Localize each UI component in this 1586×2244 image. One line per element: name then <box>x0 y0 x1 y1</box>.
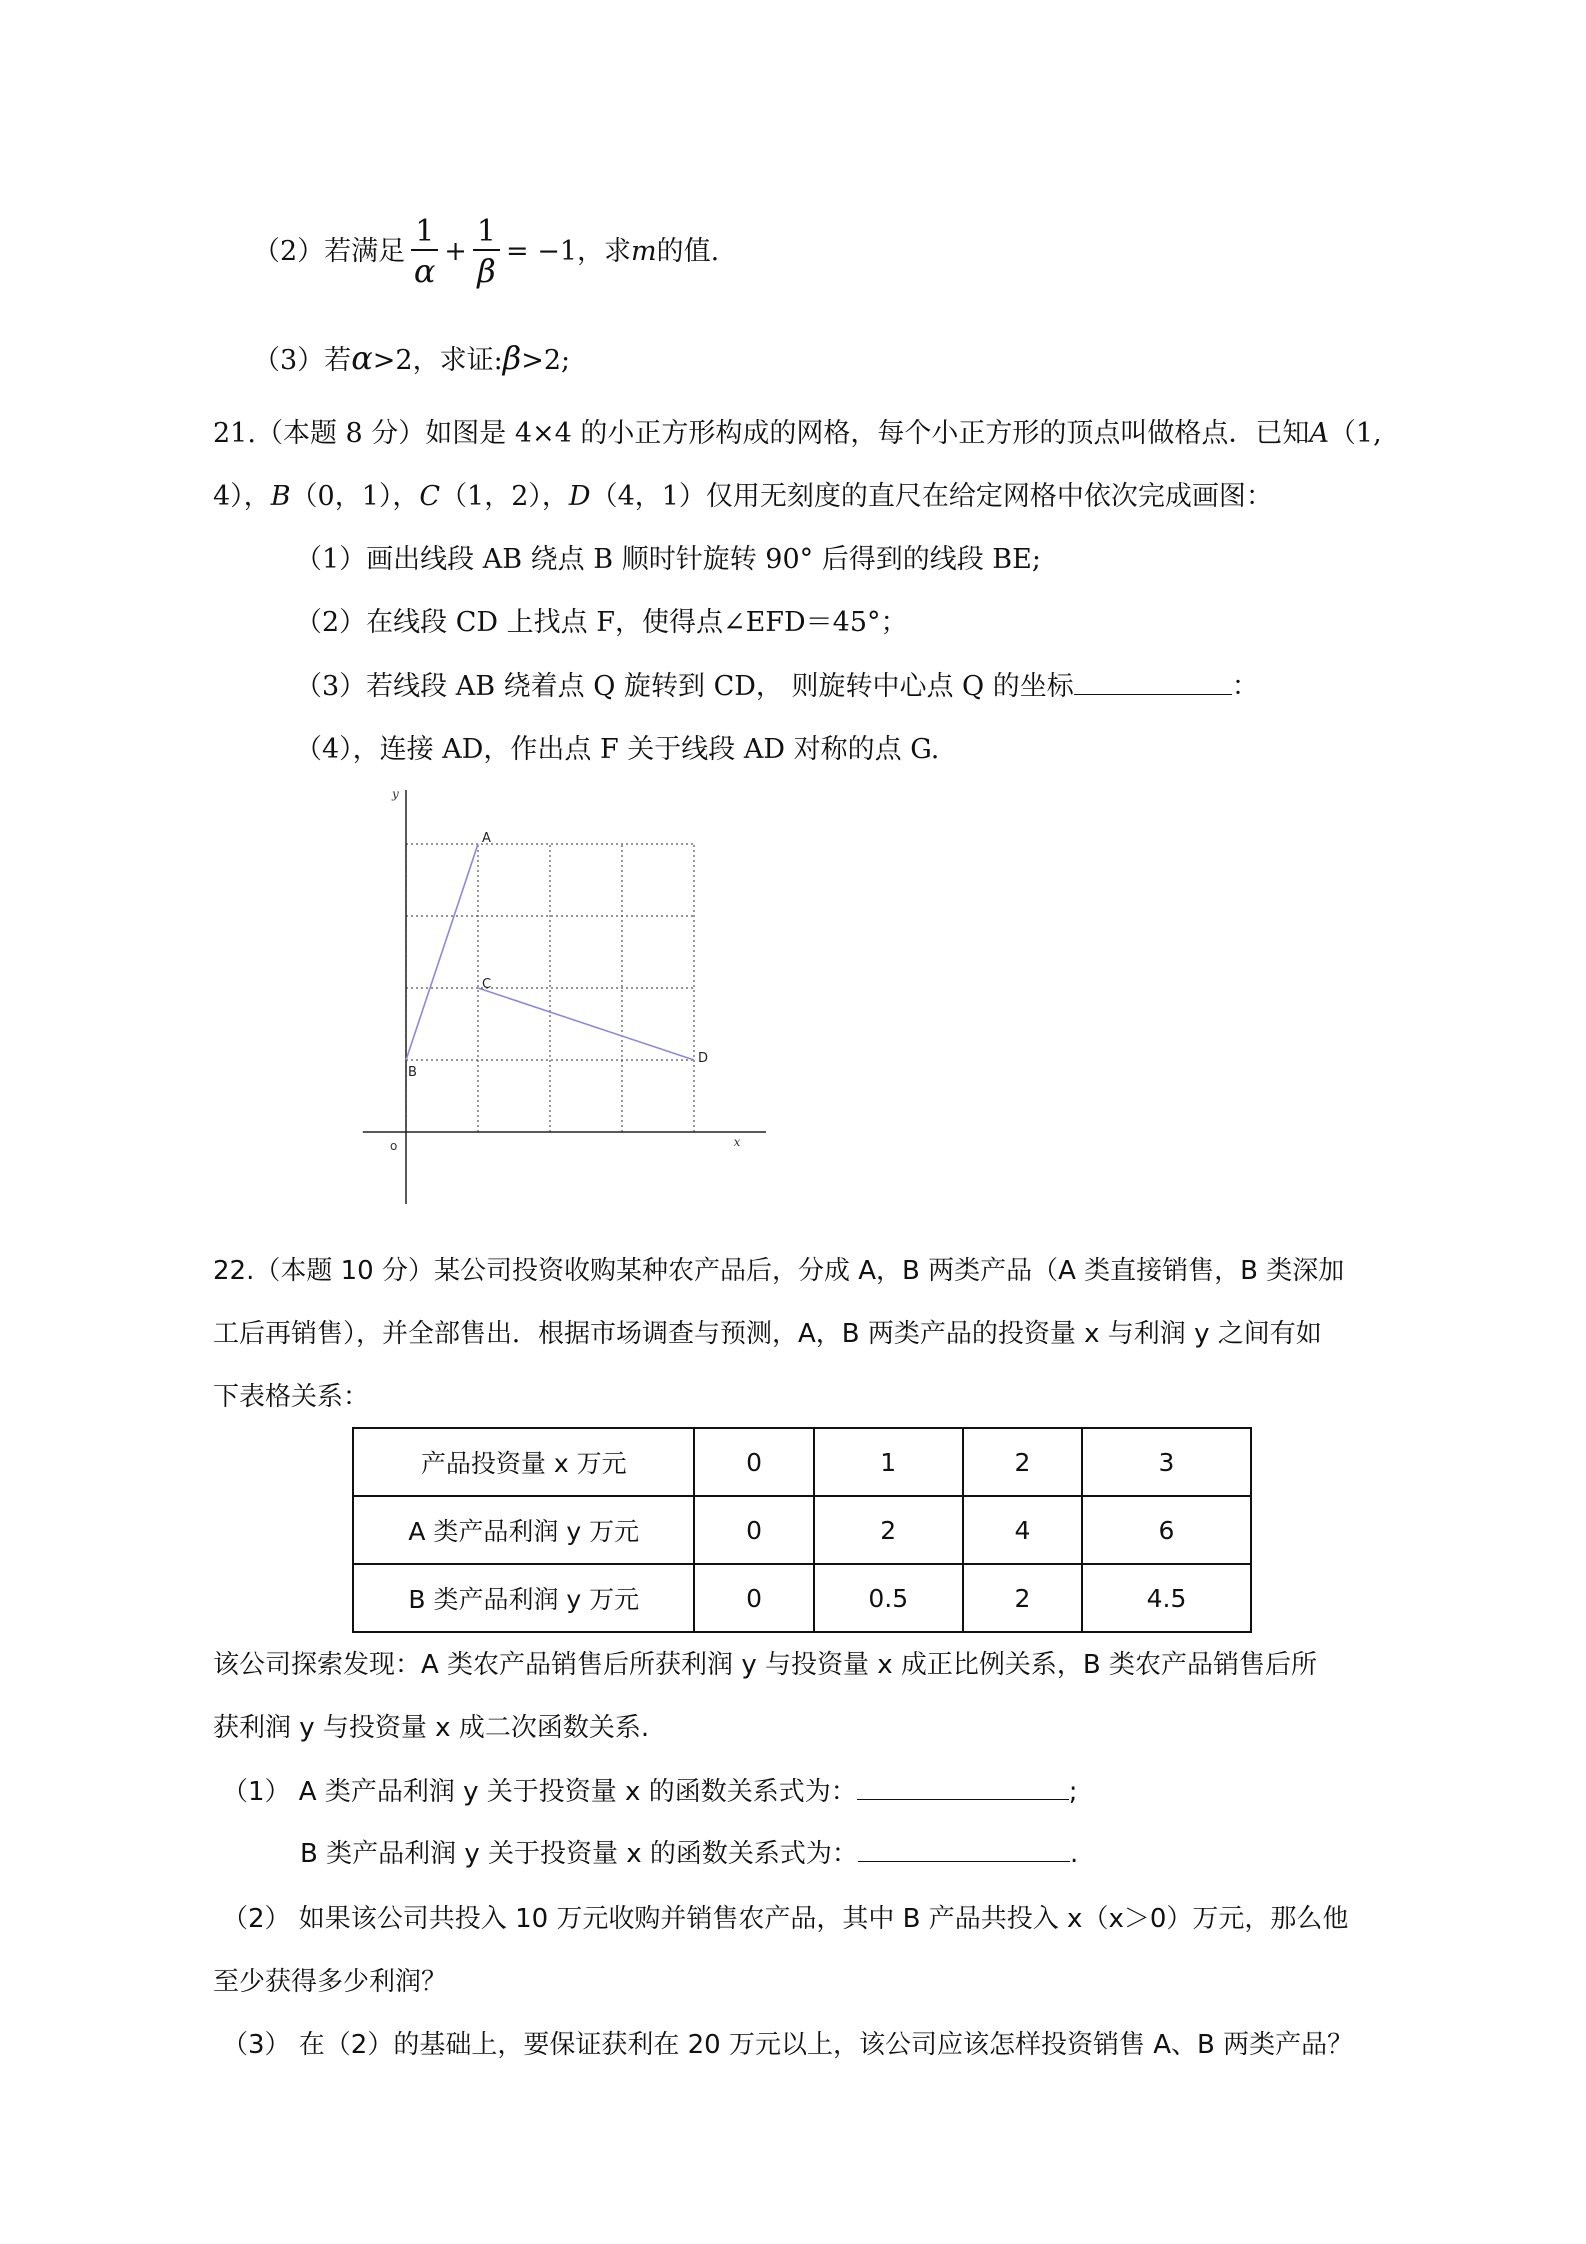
q22-part1a-text: （1） A 类产品利润 y 关于投资量 x 的函数关系式为： <box>222 1777 857 1807</box>
symbol-alpha: α <box>351 339 373 377</box>
table-cell: 0 <box>694 1496 813 1564</box>
fraction-numerator: 1 <box>473 215 500 251</box>
q21-line1 <box>213 416 1382 452</box>
q21-line2 <box>213 479 1273 515</box>
table-cell: 6 <box>1082 1496 1251 1564</box>
point-a-coord-rest: 4）， <box>213 481 271 512</box>
q20-part2-equation: = −1，求 <box>506 236 632 267</box>
table-cell: 1 <box>814 1428 963 1496</box>
point-label-d: D <box>698 1051 709 1066</box>
plus-sign: + <box>444 236 467 267</box>
q22-part1b-text: B 类产品利润 y 关于投资量 x 的函数关系式为： <box>300 1839 858 1869</box>
point-c-coord: （1，2）， <box>440 481 569 512</box>
point-d-label: D <box>568 481 591 512</box>
q21-item2: （2）在线段 CD 上找点 F，使得点∠EFD＝45°； <box>295 607 908 638</box>
symbol-beta: β <box>502 339 522 377</box>
table-cell: 2 <box>963 1564 1082 1632</box>
q20-part3-prefix: （3）若 <box>253 345 352 376</box>
q22-line3: 下表格关系： <box>213 1382 370 1412</box>
answer-blank-b[interactable] <box>858 1837 1070 1862</box>
q22-part2b: 至少获得多少利润？ <box>213 1967 448 1997</box>
q22-line2: 工后再销售），并全部售出．根据市场调查与预测，A，B 两类产品的投资量 x 与利润 y 之间有如 <box>213 1319 1322 1349</box>
segment-ab <box>406 844 478 1060</box>
point-b-label: B <box>270 481 291 512</box>
x-axis-label: x <box>733 1135 741 1149</box>
table-row-header: A 类产品利润 y 万元 <box>353 1496 694 1564</box>
q22-after1: 该公司探索发现：A 类农产品销售后所获利润 y 与投资量 x 成正比例关系，B 类农产品销售后所 <box>213 1650 1317 1680</box>
fraction-1-over-alpha <box>411 215 438 291</box>
point-d-coord: （4，1）仅用无刻度的直尺在给定网格中依次完成画图： <box>590 481 1273 512</box>
point-b-coord: （0，1）， <box>290 481 420 512</box>
table-cell: 0 <box>694 1428 813 1496</box>
q20-part2 <box>253 212 719 292</box>
point-a-coord: （1, <box>1328 418 1382 449</box>
q20-part2-suffix: 的值. <box>656 236 720 267</box>
table-cell: 3 <box>1082 1428 1251 1496</box>
point-label-c: C <box>482 977 492 992</box>
table-cell: 4 <box>963 1496 1082 1564</box>
answer-blank-a[interactable] <box>857 1775 1069 1800</box>
fraction-numerator: 1 <box>411 215 438 251</box>
q22-part3: （3） 在（2）的基础上，要保证获利在 20 万元以上，该公司应该怎样投资销售 A、B 两类产品？ <box>222 2030 1354 2060</box>
q20-part3 <box>253 340 570 379</box>
point-c-label: C <box>419 481 441 512</box>
q22-line1: 22.（本题 10 分）某公司投资收购某种农产品后，分成 A，B 两类产品（A 类直接销售，B 类深加 <box>213 1256 1345 1286</box>
fraction-1-over-beta <box>473 215 500 291</box>
point-a-label: A <box>1309 418 1329 449</box>
table-cell: 0 <box>694 1564 813 1632</box>
variable-m: m <box>631 236 657 267</box>
q21-item3 <box>295 669 1259 705</box>
q21-item1: （1）画出线段 AB 绕点 B 顺时针旋转 90° 后得到的线段 BE; <box>295 544 1041 575</box>
q22-part1a-end: ; <box>1068 1777 1078 1807</box>
table-row <box>353 1496 1251 1564</box>
table-cell: 2 <box>963 1428 1082 1496</box>
q22-part1b-end: . <box>1069 1839 1079 1869</box>
answer-blank[interactable] <box>1074 670 1232 695</box>
table-row <box>353 1564 1251 1632</box>
q20-part3-mid: >2，求证: <box>372 345 503 376</box>
q22-after2: 获利润 y 与投资量 x 成二次函数关系. <box>213 1713 650 1743</box>
point-label-a: A <box>482 831 491 846</box>
q22-part1b <box>300 1836 1078 1872</box>
q20-part2-prefix: （2）若满足 <box>253 236 406 267</box>
segment-cd <box>478 988 694 1060</box>
q21-item3-end: ： <box>1231 671 1259 702</box>
q21-intro: 21.（本题 8 分）如图是 4×4 的小正方形构成的网格，每个小正方形的顶点叫做格点．已知 <box>213 418 1310 449</box>
table-row-header: B 类产品利润 y 万元 <box>353 1564 694 1632</box>
investment-profit-table <box>352 1427 1252 1633</box>
table-cell: 2 <box>814 1496 963 1564</box>
q21-item3-text: （3）若线段 AB 绕着点 Q 旋转到 CD， 则旋转中心点 Q 的坐标 <box>295 671 1074 702</box>
origin-label: o <box>390 1139 398 1153</box>
table-row <box>353 1428 1251 1496</box>
q22-part2a: （2） 如果该公司共投入 10 万元收购并销售农产品，其中 B 产品共投入 x（x＞0）万元，那么他 <box>222 1904 1349 1934</box>
table-cell: 4.5 <box>1082 1564 1251 1632</box>
y-axis-label: y <box>392 787 399 801</box>
q21-item4: （4），连接 AD，作出点 F 关于线段 AD 对称的点 G. <box>295 734 940 765</box>
point-label-b: B <box>408 1065 417 1080</box>
fraction-denominator: α <box>413 251 436 290</box>
grid-figure <box>330 785 770 1205</box>
table-cell: 0.5 <box>814 1564 963 1632</box>
table-row-header: 产品投资量 x 万元 <box>353 1428 694 1496</box>
fraction-denominator: β <box>477 251 496 290</box>
q20-part3-suffix: >2; <box>521 345 571 376</box>
q22-part1a <box>222 1774 1077 1810</box>
